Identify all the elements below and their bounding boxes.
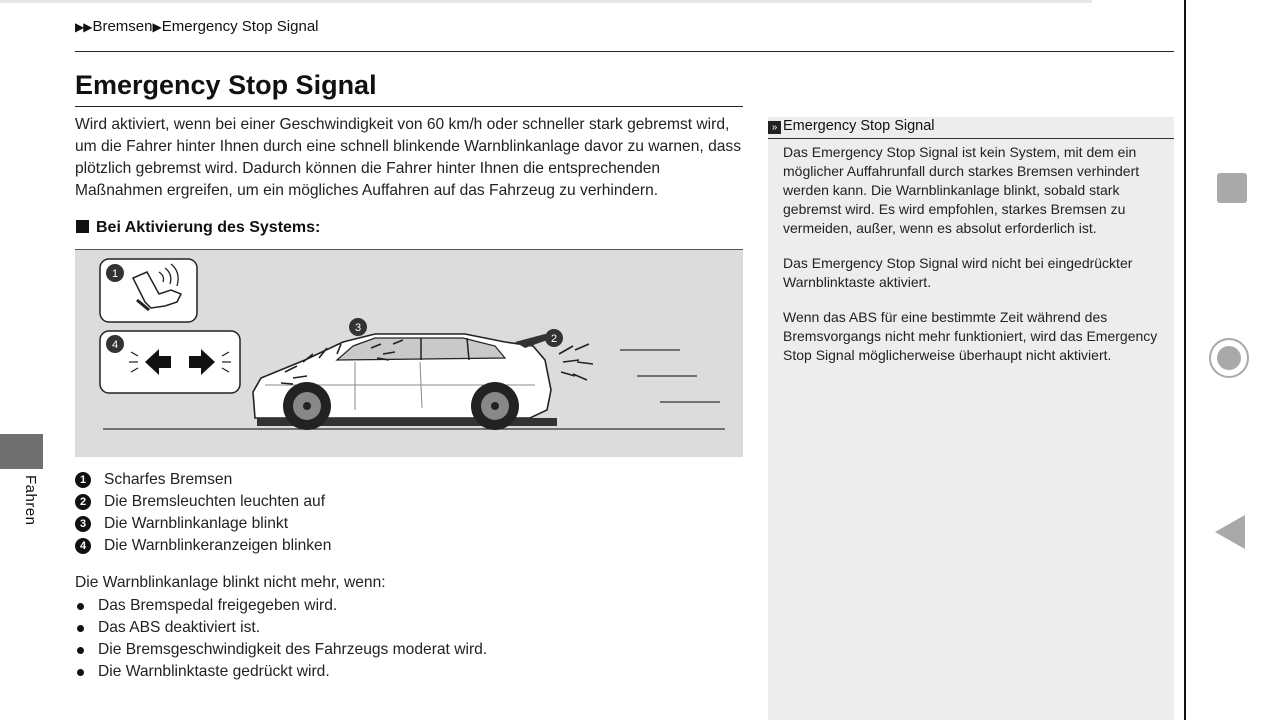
header-divider <box>75 51 1174 52</box>
list-item-text: Die Bremsgeschwindigkeit des Fahrzeugs moderat wird. <box>98 641 488 658</box>
section-heading-text: Bei Aktivierung des Systems: <box>96 219 321 236</box>
breadcrumb-prefix-icon: ▶▶ <box>75 20 92 34</box>
legend-item <box>75 513 331 535</box>
emergency-stop-illustration <box>75 249 743 457</box>
sidebar-paragraph-3: Wenn das ABS für eine bestimmte Zeit während des Bremsvorgangs nicht mehr funktioniert, wird das Emergency Stop Signal möglicherweise überhaupt nicht aktiviert. <box>783 309 1158 363</box>
title-divider <box>75 106 743 107</box>
legend-item <box>75 491 331 513</box>
car-illustration <box>253 334 557 430</box>
callout-box-indicators <box>100 331 240 393</box>
list-item <box>75 661 487 683</box>
legend-item <box>75 535 331 557</box>
stop-conditions-intro: Die Warnblinkanlage blinkt nicht mehr, wenn: <box>75 574 386 591</box>
illustration-svg <box>75 250 743 457</box>
bullet-icon <box>77 669 84 676</box>
list-item-text: Das ABS deaktiviert ist. <box>98 619 261 636</box>
list-item-text: Das Bremspedal freigegeben wird. <box>98 597 338 614</box>
bullet-icon <box>77 625 84 632</box>
chapter-tab[interactable] <box>0 434 43 469</box>
intro-paragraph: Wird aktiviert, wenn bei einer Geschwindigkeit von 60 km/h oder schneller stark gebremst wird, um die Fahrer hinter Ihnen durch eine schnell blinkende Warnblinkanlage davor zu warnen, dass plötzlich gebremst wird. Dadurch können die Fahrer hinter Ihnen die entsprechenden Maßnahmen ergreifen, um ein mögliches Auffahren auf das Fahrzeug zu verhindern. <box>75 116 742 199</box>
home-button[interactable] <box>1209 338 1249 378</box>
double-chevron-icon: » <box>768 121 781 134</box>
callout-number-4: 4 <box>111 339 119 351</box>
list-item <box>75 639 487 661</box>
legend-number-badge: 4 <box>75 538 91 554</box>
bullet-icon <box>77 603 84 610</box>
top-shadow <box>0 0 1092 3</box>
section-heading <box>76 219 320 237</box>
callout-number-2: 2 <box>550 333 558 345</box>
legend-label: Scharfes Bremsen <box>104 471 233 488</box>
chapter-label: Fahren <box>22 475 39 526</box>
legend-item <box>75 469 331 491</box>
back-button[interactable] <box>1215 515 1245 549</box>
breadcrumb <box>75 18 319 35</box>
sidebar-heading-text: Emergency Stop Signal <box>783 118 935 134</box>
callout-number-3: 3 <box>354 322 362 334</box>
square-bullet-icon <box>76 220 89 233</box>
breadcrumb-item-current: Emergency Stop Signal <box>161 18 319 35</box>
list-item <box>75 617 487 639</box>
page-edge-divider <box>1184 0 1186 720</box>
legend-number-badge: 1 <box>75 472 91 488</box>
legend-number-badge: 2 <box>75 494 91 510</box>
legend-label: Die Warnblinkanlage blinkt <box>104 515 289 532</box>
sidebar-heading <box>768 117 1174 139</box>
stop-conditions-list <box>75 595 487 683</box>
breadcrumb-separator-icon: ▶ <box>152 20 161 34</box>
sidebar-paragraph-1: Das Emergency Stop Signal ist kein System, mit dem ein möglicher Auffahrunfall durch starkes Bremsen verhindert werden kann. Die Warnblinkanlage blinkt, sobald stark gebremst wird. Es wird empfohlen, starkes Bremsen zu vermeiden, außer, wenn es absolut erforderlich ist. <box>783 144 1140 236</box>
sidebar-paragraph-2: Das Emergency Stop Signal wird nicht bei eingedrückter Warnblinktaste aktiviert. <box>783 255 1133 290</box>
page-title: Emergency Stop Signal <box>75 70 377 100</box>
legend-number-badge: 3 <box>75 516 91 532</box>
bullet-icon <box>77 647 84 654</box>
list-item-text: Die Warnblinktaste gedrückt wird. <box>98 663 330 680</box>
legend-label: Die Warnblinkeranzeigen blinken <box>104 537 332 554</box>
figure-legend <box>75 469 331 557</box>
callout-number-1: 1 <box>111 268 119 280</box>
brake-light-rays <box>559 344 593 380</box>
breadcrumb-item-bremsen[interactable]: Bremsen <box>92 18 153 35</box>
sidebar-note <box>768 117 1174 720</box>
callout-box-braking <box>100 259 197 322</box>
list-item <box>75 595 487 617</box>
legend-label: Die Bremsleuchten leuchten auf <box>104 493 326 510</box>
recent-apps-button[interactable] <box>1217 173 1247 203</box>
